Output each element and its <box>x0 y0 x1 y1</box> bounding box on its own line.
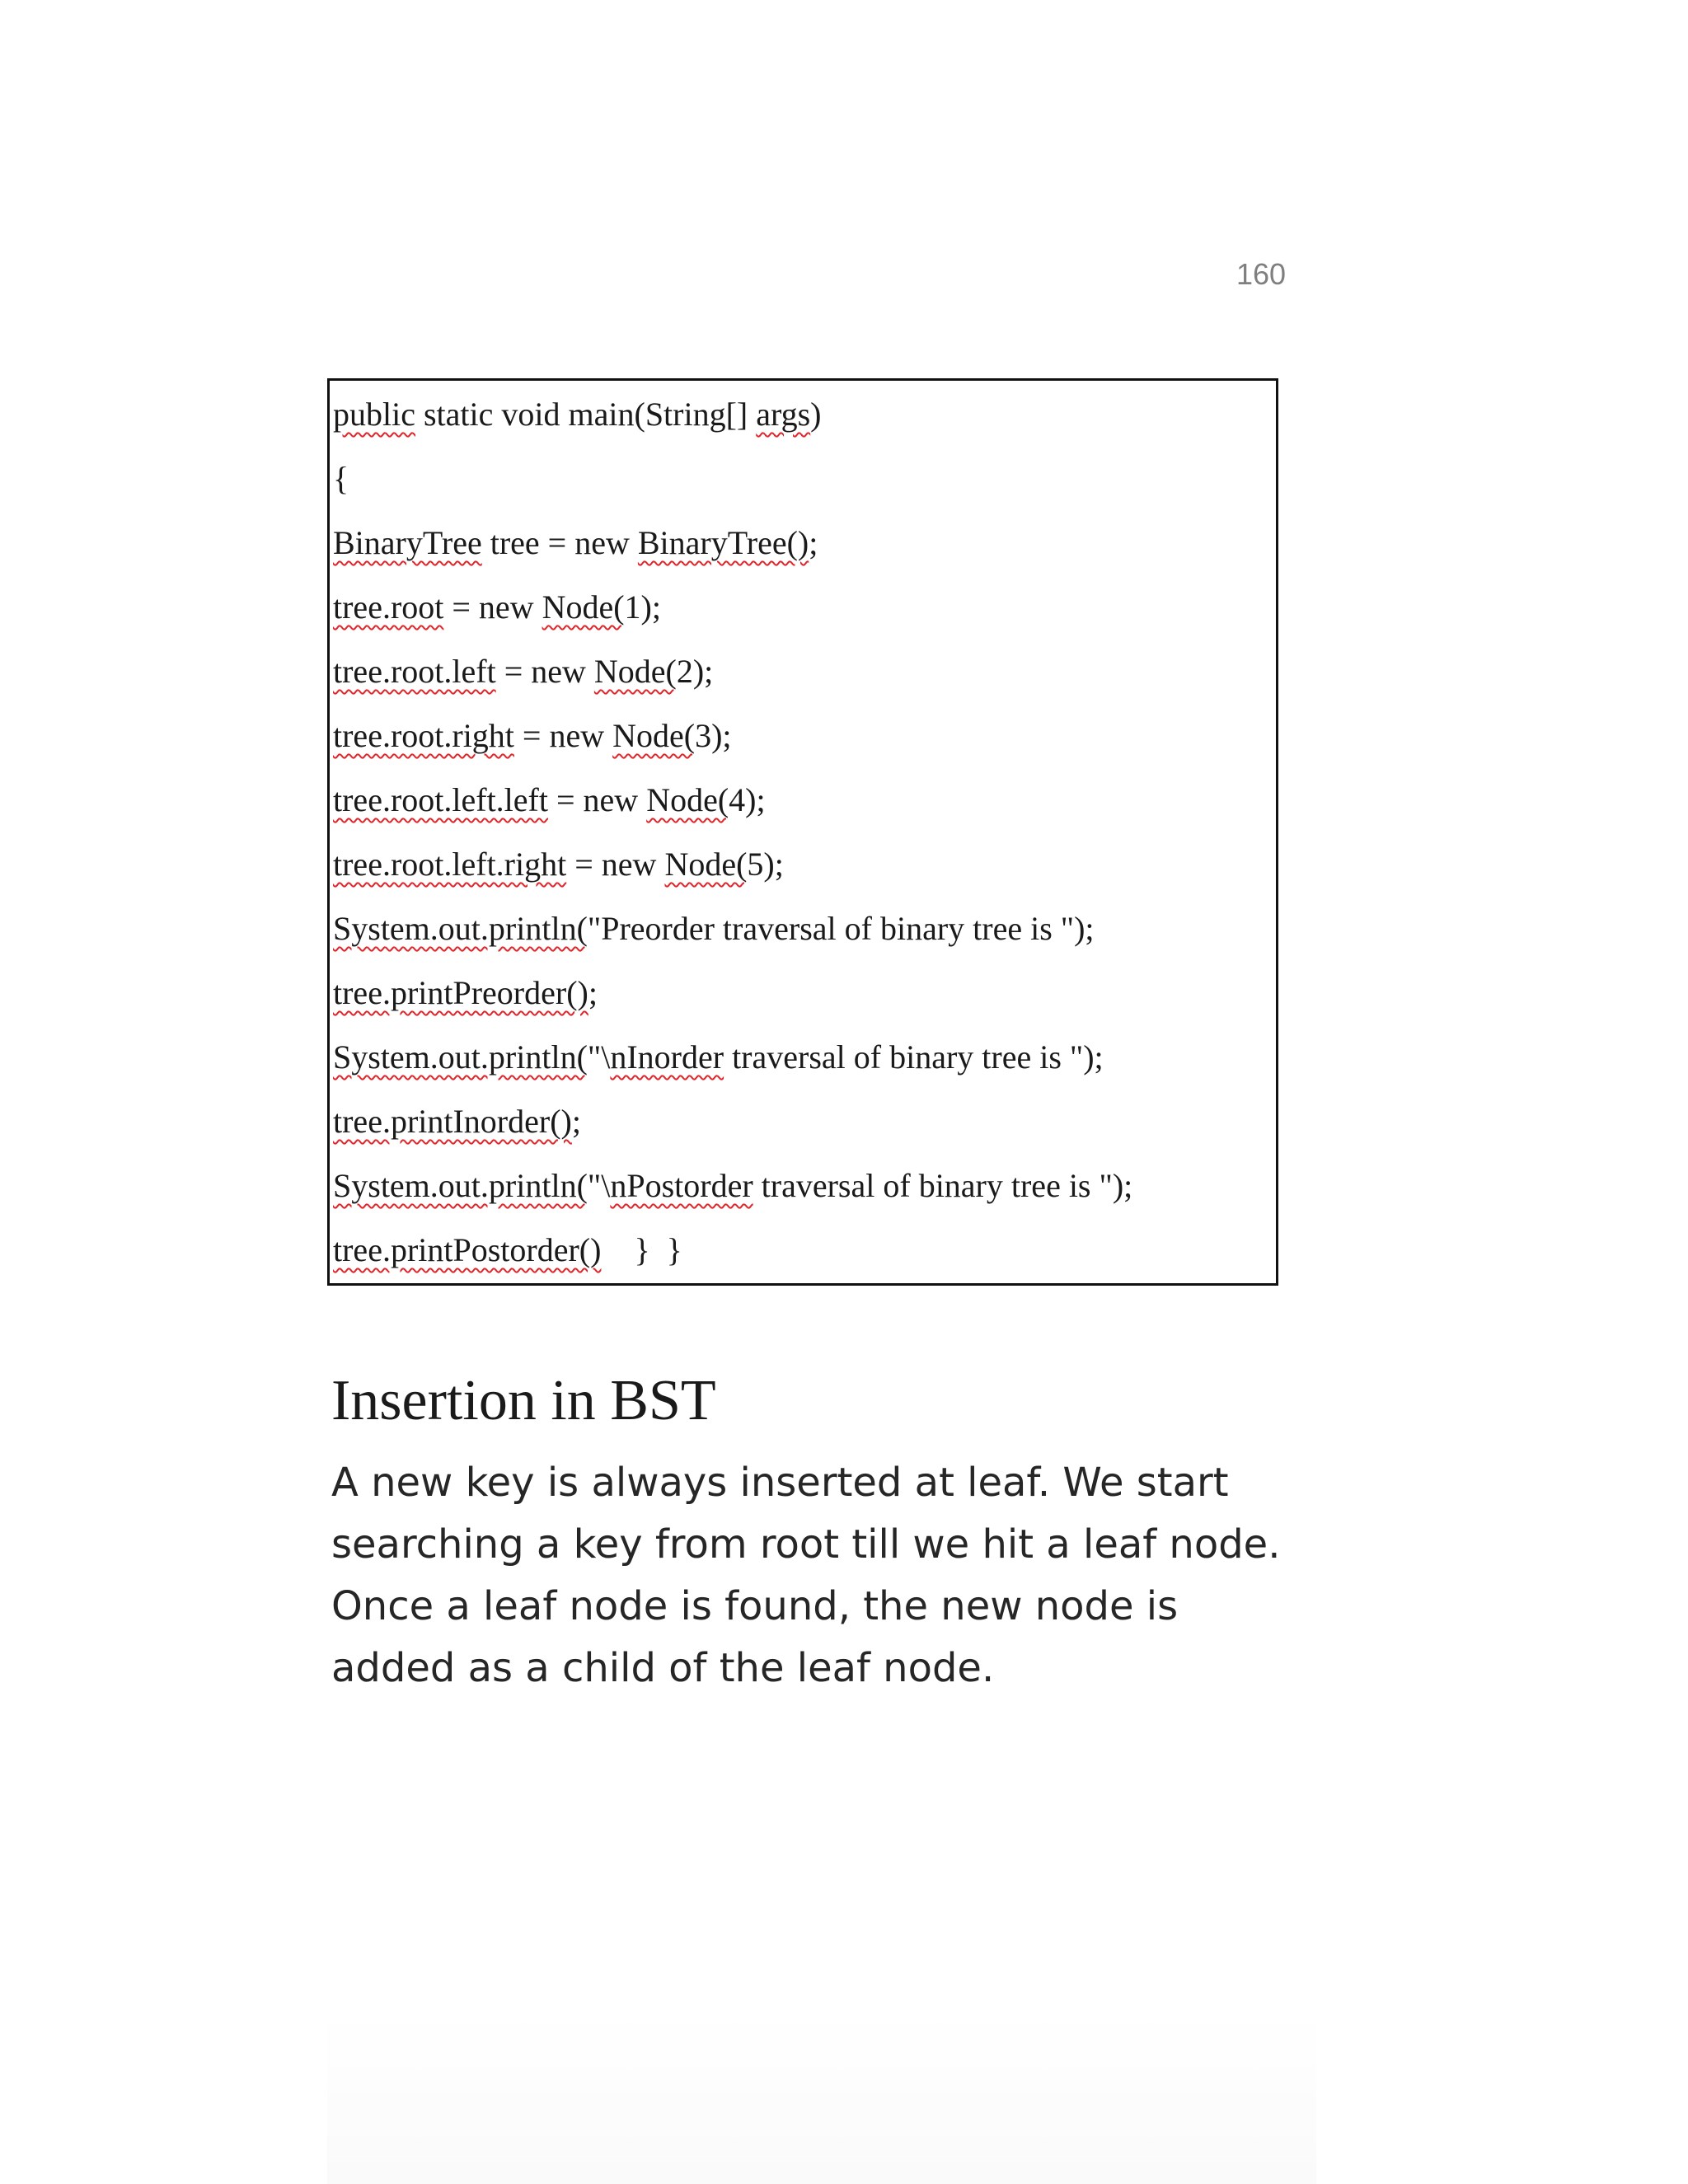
spellcheck-flagged-token: Node( <box>664 846 748 883</box>
page-number: 160 <box>1236 257 1287 291</box>
spellcheck-flagged-token: nPostorder <box>610 1167 753 1204</box>
body-text-line: added as a child of the leaf node. <box>331 1645 995 1691</box>
code-token: 1); <box>624 588 661 626</box>
spellcheck-flagged-token: Node( <box>612 717 696 754</box>
code-line <box>330 771 1276 836</box>
code-token: ) <box>810 396 822 433</box>
code-token: = new <box>495 653 594 690</box>
code-line <box>330 579 1276 643</box>
spellcheck-flagged-token: tree.root.left.left <box>333 781 548 818</box>
code-token: traversal of binary tree is "); <box>724 1038 1104 1076</box>
code-listing-box <box>327 378 1278 1286</box>
code-line <box>330 900 1276 964</box>
code-line <box>330 386 1276 450</box>
code-token: } } <box>601 1231 682 1268</box>
section-heading: Insertion in BST <box>331 1369 716 1432</box>
code-line <box>330 707 1276 771</box>
spellcheck-flagged-token: System.out.println( <box>333 1167 588 1204</box>
page-bottom-area <box>327 2011 1316 2184</box>
spellcheck-flagged-token: tree.root.left.right <box>333 846 567 883</box>
spellcheck-flagged-token: BinaryTree() <box>637 524 809 561</box>
code-token: = new <box>513 717 613 754</box>
code-token: traversal of binary tree is "); <box>753 1167 1133 1204</box>
spellcheck-flagged-token: tree.root <box>333 588 444 626</box>
code-token: tree = new <box>481 524 638 561</box>
code-token: "\ <box>587 1167 611 1204</box>
spellcheck-flagged-token: tree.printPreorder() <box>333 974 588 1011</box>
spellcheck-flagged-token: System.out.println( <box>333 1038 588 1076</box>
code-token: = new <box>547 781 647 818</box>
code-token: 5); <box>747 846 784 883</box>
spellcheck-flagged-token: public <box>333 396 415 433</box>
code-line <box>330 964 1276 1029</box>
spellcheck-flagged-token: tree.printPostorder() <box>333 1231 602 1268</box>
code-line <box>330 836 1276 900</box>
code-token: 3); <box>695 717 732 754</box>
body-text-line: A new key is always inserted at leaf. We start <box>331 1460 1229 1506</box>
code-token: 2); <box>676 653 714 690</box>
code-line <box>330 643 1276 707</box>
body-text-line: Once a leaf node is found, the new node is <box>331 1583 1179 1629</box>
spellcheck-flagged-token: tree.root.right <box>333 717 514 754</box>
code-line <box>330 1157 1276 1221</box>
spellcheck-flagged-token: System.out.println( <box>333 910 588 947</box>
code-line <box>330 1029 1276 1093</box>
code-line <box>330 1221 1276 1286</box>
code-token: ; <box>571 1103 581 1140</box>
code-token: ; <box>809 524 818 561</box>
spellcheck-flagged-token: tree.root.left <box>333 653 496 690</box>
code-token: { <box>333 460 349 497</box>
spellcheck-flagged-token: Node( <box>646 781 729 818</box>
spellcheck-flagged-token: nInorder <box>610 1038 724 1076</box>
code-line <box>330 514 1276 579</box>
spellcheck-flagged-token: Node( <box>542 588 625 626</box>
code-token: = new <box>443 588 542 626</box>
code-token: "Preorder traversal of binary tree is "); <box>587 910 1095 947</box>
code-token: = new <box>566 846 665 883</box>
spellcheck-flagged-token: BinaryTree <box>333 524 482 561</box>
body-text-line: searching a key from root till we hit a leaf node. <box>331 1521 1281 1568</box>
code-token: ; <box>588 974 598 1011</box>
spellcheck-flagged-token: args <box>756 396 811 433</box>
code-token: static void main(String[] <box>415 396 757 433</box>
code-line <box>330 1093 1276 1157</box>
spellcheck-flagged-token: tree.printInorder() <box>333 1103 572 1140</box>
code-token: 4); <box>729 781 766 818</box>
spellcheck-flagged-token: Node( <box>593 653 677 690</box>
code-token: "\ <box>587 1038 611 1076</box>
body-paragraph <box>331 1452 1312 1699</box>
code-line <box>330 450 1276 514</box>
